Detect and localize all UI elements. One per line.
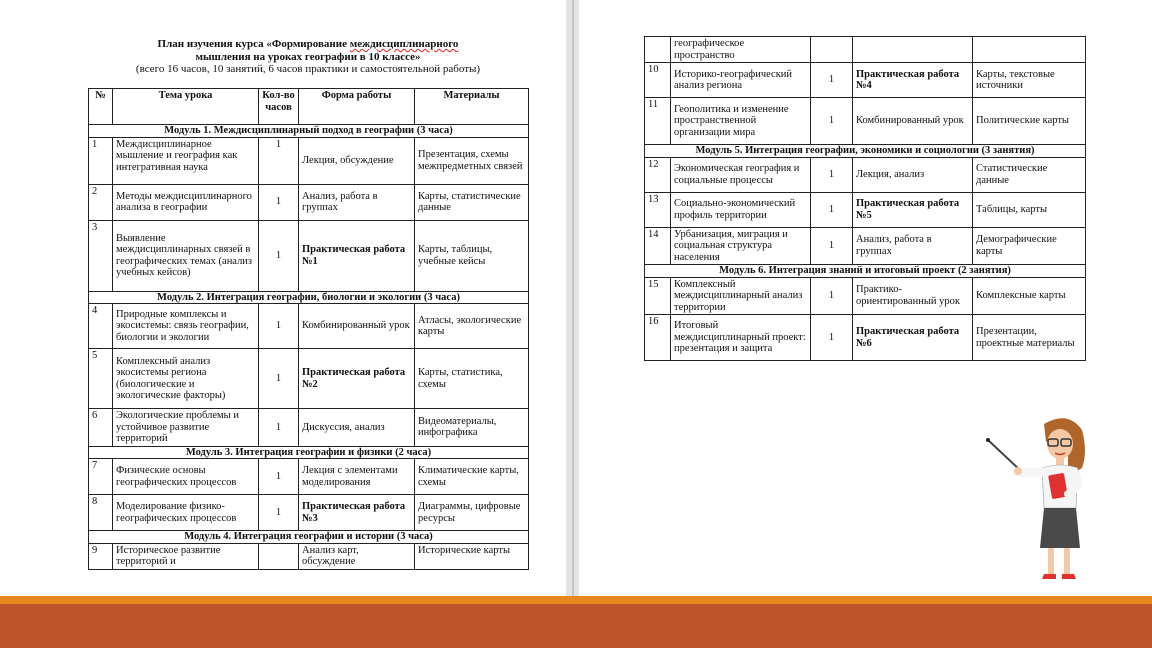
document-subtitle: (всего 16 часов, 10 занятий, 6 часов практики и самостоятельной работы) (135, 63, 481, 75)
table-header-row (89, 89, 529, 125)
table-row: 11 Геополитика и изменение пространственной организации мира 1 Комбинированный урок Политические карты (645, 98, 1086, 145)
teacher-with-pointer-icon (984, 412, 1104, 584)
title-line-2: междисциплинарного (349, 38, 459, 50)
col-header-hours: Кол-во часов (259, 89, 299, 125)
lesson-plan-table-right (644, 36, 1086, 361)
table-row: 6 Экологические проблемы и устойчивое развитие территорий 1 Дискуссия, анализ Видеоматериалы, инфографика (89, 409, 529, 447)
document-page-left (0, 0, 566, 596)
col-header-materials: Материалы (415, 89, 529, 125)
table-row: 13 Социально-экономический профиль территории 1 Практическая работа №5 Таблицы, карты (645, 192, 1086, 227)
table-row: 1 Междисциплинарное мышление и география как интегративная наука 1 Лекция, обсуждение Презентация, схемы межпредметных связей (89, 137, 529, 184)
module-row: Модуль 5. Интеграция географии, экономики и социологии (3 занятия) (645, 145, 1086, 158)
col-header-number: № (89, 89, 113, 125)
module-row: Модуль 6. Интеграция знаний и итоговый проект (2 занятия) (645, 265, 1086, 278)
page-divider (572, 0, 574, 596)
module-row: Модуль 4. Интеграция географии и истории (3 часа) (89, 531, 529, 544)
module-row: Модуль 2. Интеграция географии, биологии и экологии (3 часа) (89, 291, 529, 304)
lesson-plan-table-left (88, 88, 529, 570)
table-row: 7 Физические основы географических процессов 1 Лекция с элементами моделирования Климатические карты, схемы (89, 459, 529, 495)
table-row: 8 Моделирование физико-географических процессов 1 Практическая работа №3 Диаграммы, цифровые ресурсы (89, 495, 529, 531)
title-line-3: мышления на уроках географии в 10 классе» (195, 50, 421, 63)
document-heading (88, 38, 528, 76)
table-row: 16 Итоговый междисциплинарный проект: презентация и защита 1 Практическая работа №6 Презентации, проектные материалы (645, 315, 1086, 361)
table-row: 3 Выявление междисциплинарных связей в географических темах (анализ учебных кейсов) 1 Практическая работа №1 Карты, таблицы, учебные кейсы (89, 220, 529, 291)
table-row: 5 Комплексный анализ экосистемы региона (биологические и экологические факторы) 1 Практическая работа №2 Карты, статистика, схемы (89, 349, 529, 409)
table-row: 12 Экономическая география и социальные процессы 1 Лекция, анализ Статистические данные (645, 157, 1086, 192)
table-row: 15 Комплексный междисциплинарный анализ территории 1 Практико-ориентированный урок Комплексные карты (645, 277, 1086, 315)
module-row: Модуль 1. Междисциплинарный подход в географии (3 часа) (89, 125, 529, 138)
table-row: 10 Историко-географический анализ региона 1 Практическая работа №4 Карты, текстовые источники (645, 63, 1086, 98)
module-row: Модуль 3. Интеграция географии и физики (2 часа) (89, 446, 529, 459)
col-header-topic: Тема урока (113, 89, 259, 125)
table-row: 4 Природные комплексы и экосистемы: связь географии, биологии и экологии 1 Комбинированный урок Атласы, экологические карты (89, 304, 529, 349)
title-line-1: План изучения курса «Формирование (157, 38, 347, 50)
table-row: географическое пространство (645, 37, 1086, 63)
col-header-form: Форма работы (299, 89, 415, 125)
table-row: 9 Историческое развитие территорий и Анализ карт, обсуждение Исторические карты (89, 543, 529, 569)
table-row: 2 Методы междисциплинарного анализа в географии 1 Анализ, работа в группах Карты, статистические данные (89, 184, 529, 220)
footer-band-brown (0, 604, 1152, 648)
table-row: 14 Урбанизация, миграция и социальная структура населения 1 Анализ, работа в группах Демографические карты (645, 227, 1086, 265)
footer-band-orange (0, 596, 1152, 604)
